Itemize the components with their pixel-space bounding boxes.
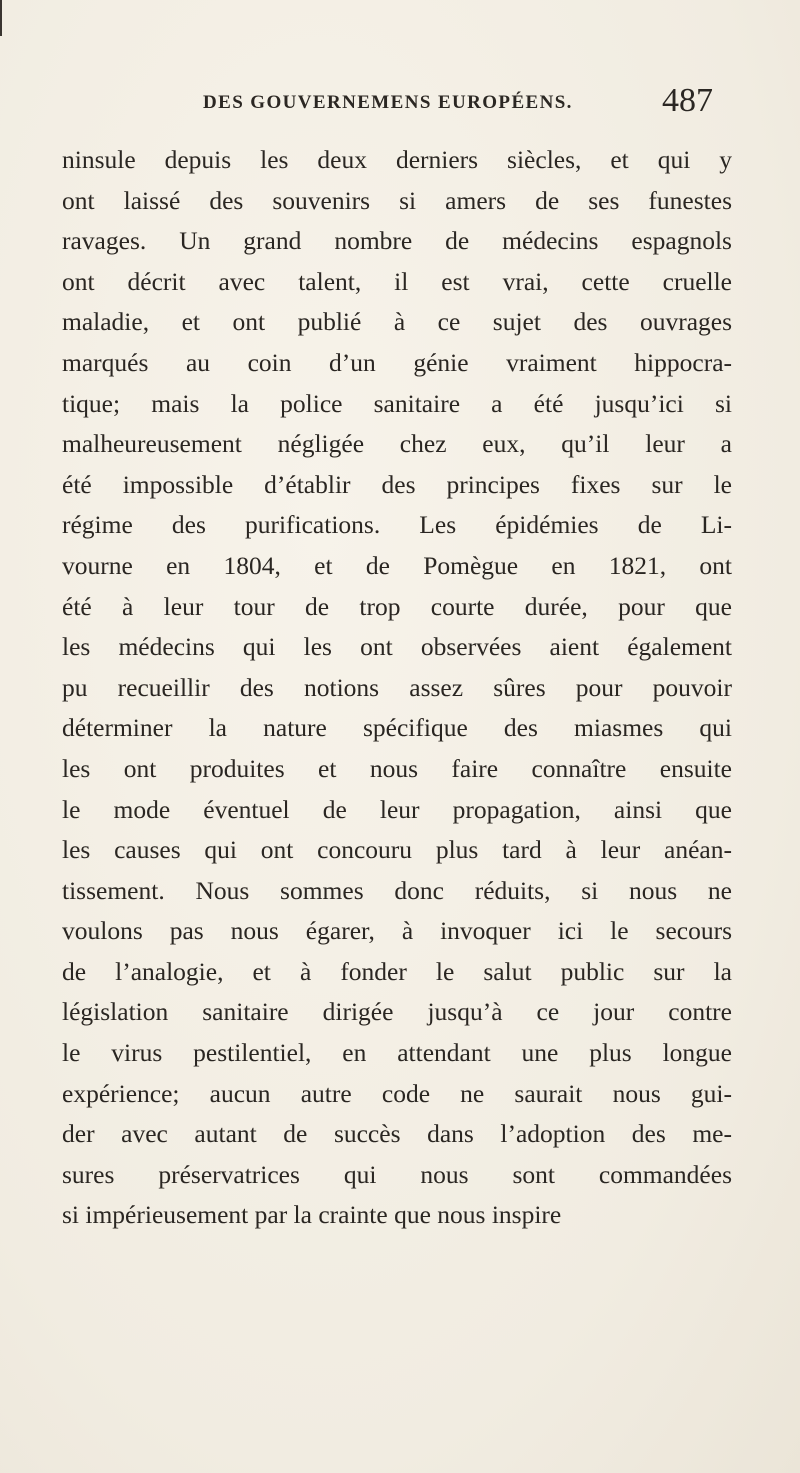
text-line: der avec autant de succès dans l’adoption des me- (62, 1119, 732, 1149)
text-line: le mode éventuel de leur propagation, ainsi que (62, 794, 732, 824)
running-head: DES GOUVERNEMENS EUROPÉENS. (203, 92, 573, 113)
text-line: été à leur tour de trop courte durée, pour que (62, 591, 732, 621)
text-line: régime des purifications. Les épidémies de Li- (62, 510, 732, 540)
page-header (203, 82, 713, 124)
text-line: ont décrit avec talent, il est vrai, cette cruelle (62, 266, 732, 296)
text-line: tique; mais la police sanitaire a été jusqu’ici si (62, 388, 732, 418)
text-line: ravages. Un grand nombre de médecins espagnols (62, 226, 732, 256)
text-line: si impérieusement par la crainte que nous inspire (62, 1200, 562, 1230)
text-line: les causes qui ont concouru plus tard à leur anéan- (62, 835, 732, 865)
text-line: été impossible d’établir des principes fixes sur le (62, 469, 732, 499)
body-text (62, 140, 732, 1236)
text-line: vourne en 1804, et de Pomègue en 1821, ont (62, 550, 732, 580)
page-edge-mark (0, 0, 2, 36)
text-line: expérience; aucun autre code ne saurait nous gui- (62, 1078, 732, 1108)
text-line: sures préservatrices qui nous sont commandées (62, 1159, 732, 1189)
text-line: ninsule depuis les deux derniers siècles, et qui y (62, 145, 732, 174)
text-line: législation sanitaire dirigée jusqu’à ce jour contre (62, 997, 732, 1027)
text-line: malheureusement négligée chez eux, qu’il leur a (62, 429, 732, 459)
text-line: de l’analogie, et à fonder le salut public sur la (62, 956, 732, 986)
text-line: les médecins qui les ont observées aient également (62, 632, 732, 662)
text-line: voulons pas nous égarer, à invoquer ici le secours (62, 916, 732, 946)
text-line: déterminer la nature spécifique des miasmes qui (62, 713, 732, 743)
text-line: pu recueillir des notions assez sûres pour pouvoir (62, 672, 732, 702)
text-line: ont laissé des souvenirs si amers de ses funestes (62, 185, 732, 215)
text-line: tissement. Nous sommes donc réduits, si nous ne (62, 875, 732, 905)
text-line: marqués au coin d’un génie vraiment hippocra- (62, 347, 732, 377)
text-line: maladie, et ont publié à ce sujet des ouvrages (62, 307, 732, 337)
text-line: le virus pestilentiel, en attendant une plus longue (62, 1038, 732, 1068)
page-number: 487 (662, 82, 713, 119)
text-line: les ont produites et nous faire connaître ensuite (62, 753, 732, 783)
